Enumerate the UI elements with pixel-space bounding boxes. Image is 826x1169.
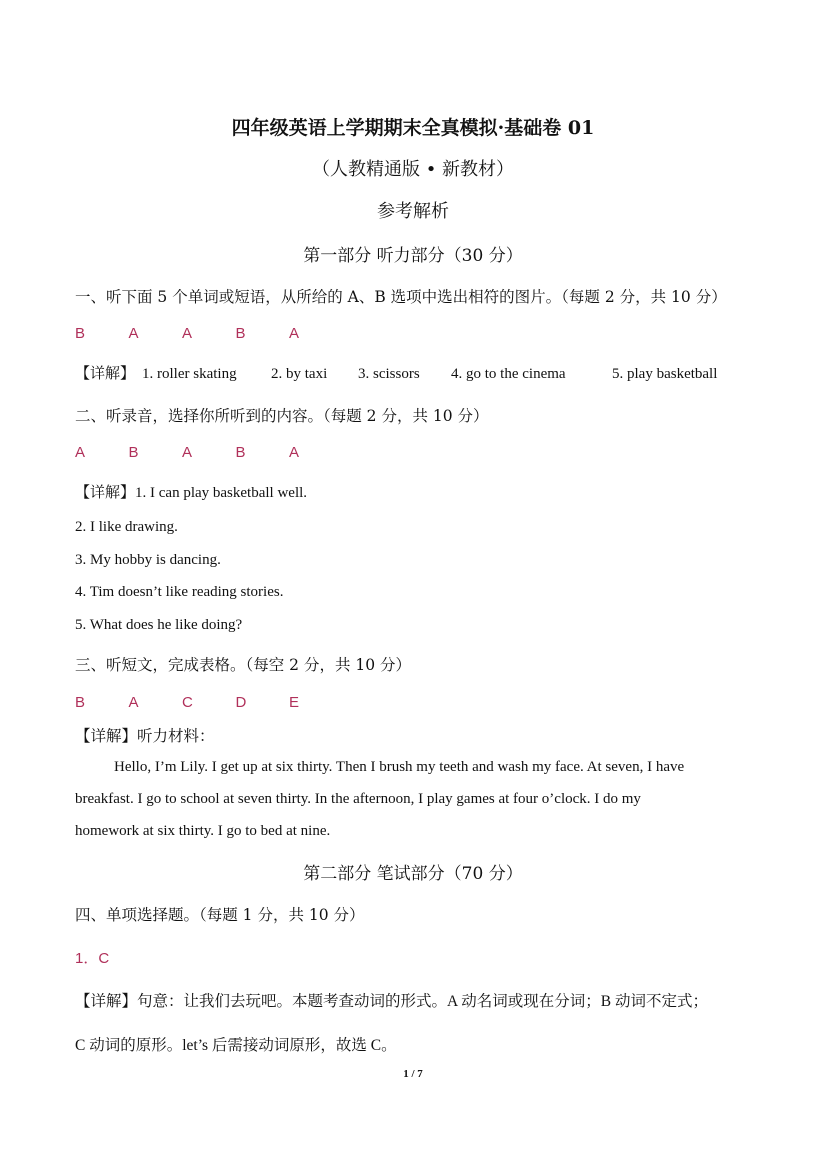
q1-detail xyxy=(75,362,717,383)
document-title: 四年级英语上学期期末全真模拟·基础卷 01 xyxy=(231,117,595,139)
answer-item: E xyxy=(289,694,300,711)
answer-item: A xyxy=(289,444,300,461)
page-number: 1 / 7 xyxy=(403,1068,423,1080)
detail-item: 1. roller skating xyxy=(142,366,237,382)
detail-item: 5. play basketball xyxy=(612,366,718,382)
q4-item1-detail-line-2: C 动词的原形。let’s 后需接动词原形，故选 C。 xyxy=(75,1037,397,1054)
q3-answers xyxy=(75,694,343,711)
answer-item: A xyxy=(182,444,193,461)
answer-item: C xyxy=(98,950,110,967)
detail-label: 【详解】 xyxy=(75,993,138,1010)
q3-detail xyxy=(75,724,215,746)
detail-text: 句意：让我们去玩吧。本题考查动词的形式。A 动名词或现在分词；B 动词不定式； xyxy=(137,993,708,1010)
detail-item: 4. go to the cinema xyxy=(451,366,566,382)
detail-label: 【详解】 xyxy=(75,728,138,745)
passage-line-2: breakfast. I go to school at seven thirty. In the afternoon, I play games at four o’clock. I do my xyxy=(75,791,641,807)
q2-instruction: 二、听录音，选择你所听到的内容。（每题 2 分，共 10 分） xyxy=(75,407,489,425)
detail-item: 3. scissors xyxy=(358,366,420,382)
q4-item1-detail-line-1 xyxy=(75,989,708,1011)
answer-item: A xyxy=(289,325,300,342)
answer-key-heading: 参考解析 xyxy=(377,201,449,222)
document-subtitle: （人教精通版 • 新教材） xyxy=(311,159,515,180)
answer-item: B xyxy=(75,325,86,342)
answer-item: B xyxy=(235,444,246,461)
part2-title: 第二部分 笔试部分（70 分） xyxy=(303,864,523,884)
answer-item: A xyxy=(128,325,139,342)
passage-line-1: Hello, I’m Lily. I get up at six thirty. Then I brush my teeth and wash my face. At seven, I have xyxy=(114,759,685,775)
answer-item: B xyxy=(128,444,139,461)
part1-title: 第一部分 听力部分（30 分） xyxy=(303,246,523,266)
answer-item: A xyxy=(128,694,139,711)
q4-item1-answer xyxy=(75,947,109,968)
q4-instruction: 四、单项选择题。（每题 1 分，共 10 分） xyxy=(75,906,365,924)
detail-text: 听力材料： xyxy=(137,728,215,745)
detail-item: 2. by taxi xyxy=(271,366,328,382)
q2-detail-line-4: 4. Tim doesn’t like reading stories. xyxy=(75,584,284,600)
q2-detail-line-3: 3. My hobby is dancing. xyxy=(75,552,221,568)
answer-item: C xyxy=(182,694,193,711)
q3-instruction: 三、听短文，完成表格。（每空 2 分，共 10 分） xyxy=(75,656,412,674)
answer-item: D xyxy=(235,694,247,711)
item-number: 1． xyxy=(75,950,99,967)
q1-answers xyxy=(75,325,343,342)
detail-text: 1. I can play basketball well. xyxy=(135,485,308,501)
passage-line-3: homework at six thirty. I go to bed at nine. xyxy=(75,823,331,839)
detail-label: 【详解】 xyxy=(75,366,136,382)
detail-label: 【详解】 xyxy=(75,485,136,501)
answer-item: A xyxy=(182,325,193,342)
q2-answers xyxy=(75,444,343,461)
q2-detail-line-5: 5. What does he like doing? xyxy=(75,617,243,633)
q2-detail-line-1 xyxy=(75,481,307,502)
answer-item: B xyxy=(75,694,86,711)
q2-detail-line-2: 2. I like drawing. xyxy=(75,519,178,535)
answer-item: B xyxy=(235,325,246,342)
answer-item: A xyxy=(75,444,86,461)
q1-instruction: 一、听下面 5 个单词或短语，从所给的 A、B 选项中选出相符的图片。（每题 2 分，共 10 分） xyxy=(75,288,727,306)
